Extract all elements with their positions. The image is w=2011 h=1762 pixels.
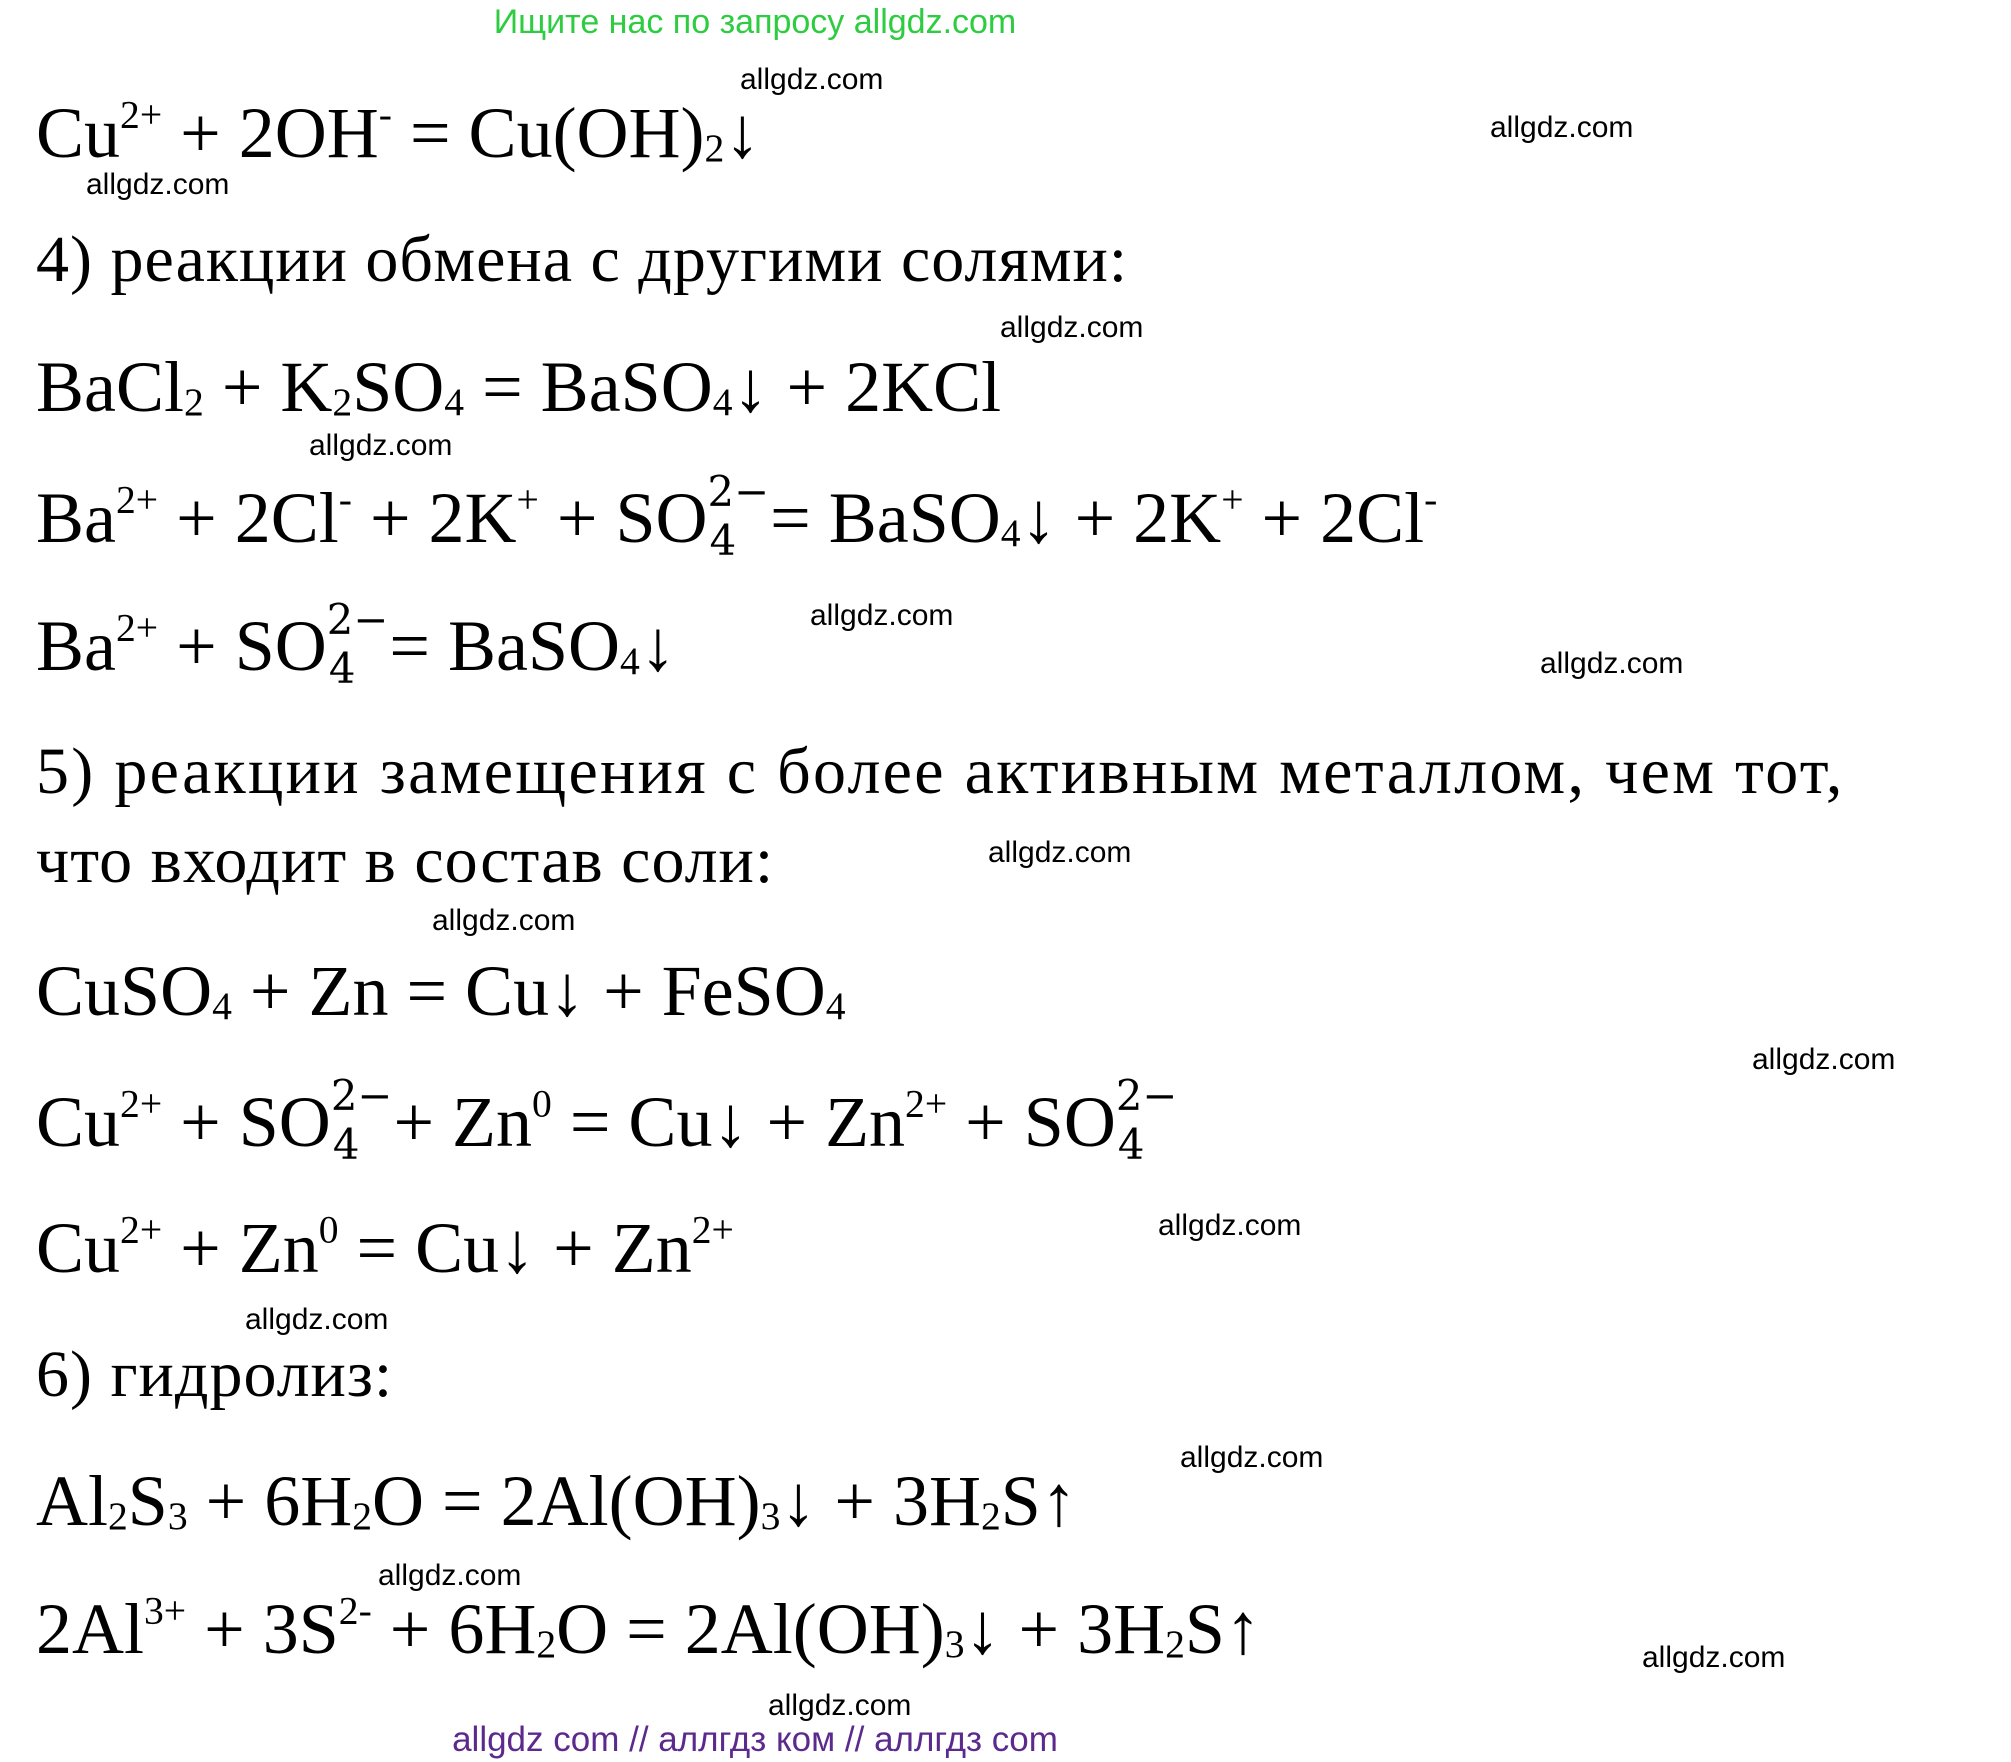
heading-substitution-reactions-cont: что входит в состав соли: bbox=[36, 824, 775, 897]
equation-full-ionic-cu-zn: $Cu^{2+}$ + SO 2− 4 + $Zn^0$ = Cu↓ + $Zn^{2+}$ + SO 2− 4 bbox=[36, 1071, 1178, 1169]
watermark: allgdz.com bbox=[810, 599, 954, 632]
watermark: allgdz.com bbox=[768, 1689, 912, 1722]
watermark: allgdz.com bbox=[309, 429, 453, 462]
equation-ionic-al2s3-hydrolysis: $2Al^{3+} + 3S^{2-} + 6H_2O$ = $2Al(OH)_3↓$ + $3H_2S↑$ bbox=[36, 1588, 1261, 1669]
equation-al2s3-hydrolysis: $Al_2S_3 + 6H_2O$ = $2Al(OH)_3↓$ + $3H_2S↑$ bbox=[36, 1461, 1077, 1541]
heading-substitution-reactions: 5) реакции замещения с более активным металлом, чем тот, bbox=[36, 735, 1845, 808]
watermark: allgdz.com bbox=[988, 836, 1132, 869]
watermark: allgdz.com bbox=[1000, 311, 1144, 344]
watermark: allgdz.com bbox=[1540, 647, 1684, 680]
equation-bacl2-k2so4: BaCl$_2$ + $K_2SO_4$ = BaSO$_4$↓ + 2KCl bbox=[36, 347, 1002, 427]
watermark: allgdz.com bbox=[1180, 1441, 1324, 1474]
heading-exchange-reactions: 4) реакции обмена с другими солями: bbox=[36, 223, 1129, 296]
watermark: allgdz.com bbox=[1490, 111, 1634, 144]
equation-cu-oh-precipitation: $Cu^{2+} + 2OH^-$ = $Cu(OH)_2↓$ bbox=[36, 92, 761, 173]
equation-cuso4-zn: CuSO$_4$ + Zn = Cu↓ + FeSO$_4$ bbox=[36, 951, 846, 1031]
heading-hydrolysis: 6) гидролиз: bbox=[36, 1338, 394, 1411]
site-footer-links: allgdz com // аллгдз ком // аллгдз com bbox=[452, 1720, 1058, 1759]
watermark: allgdz.com bbox=[1158, 1209, 1302, 1242]
watermark: allgdz.com bbox=[1642, 1641, 1786, 1674]
equation-short-ionic-baso4: $Ba^{2+}$ + SO 2− 4 = BaSO$_4$↓ bbox=[36, 595, 676, 693]
watermark: allgdz.com bbox=[86, 168, 230, 201]
watermark: allgdz.com bbox=[378, 1559, 522, 1592]
watermark: allgdz.com bbox=[432, 904, 576, 937]
watermark: allgdz.com bbox=[1752, 1043, 1896, 1076]
watermark: allgdz.com bbox=[740, 63, 884, 96]
equation-short-ionic-cu-zn: $Cu^{2+} + Zn^0$ = Cu↓ + $Zn^{2+}$ bbox=[36, 1207, 734, 1288]
equation-full-ionic-baso4: $Ba^{2+} + 2Cl^- + 2K^+$ + SO 2− 4 = BaSO$_4$↓ + 2K+ + 2Cl- bbox=[36, 467, 1438, 565]
watermark: allgdz.com bbox=[245, 1303, 389, 1336]
site-search-banner: Ищите нас по запросу allgdz.com bbox=[493, 3, 1017, 41]
